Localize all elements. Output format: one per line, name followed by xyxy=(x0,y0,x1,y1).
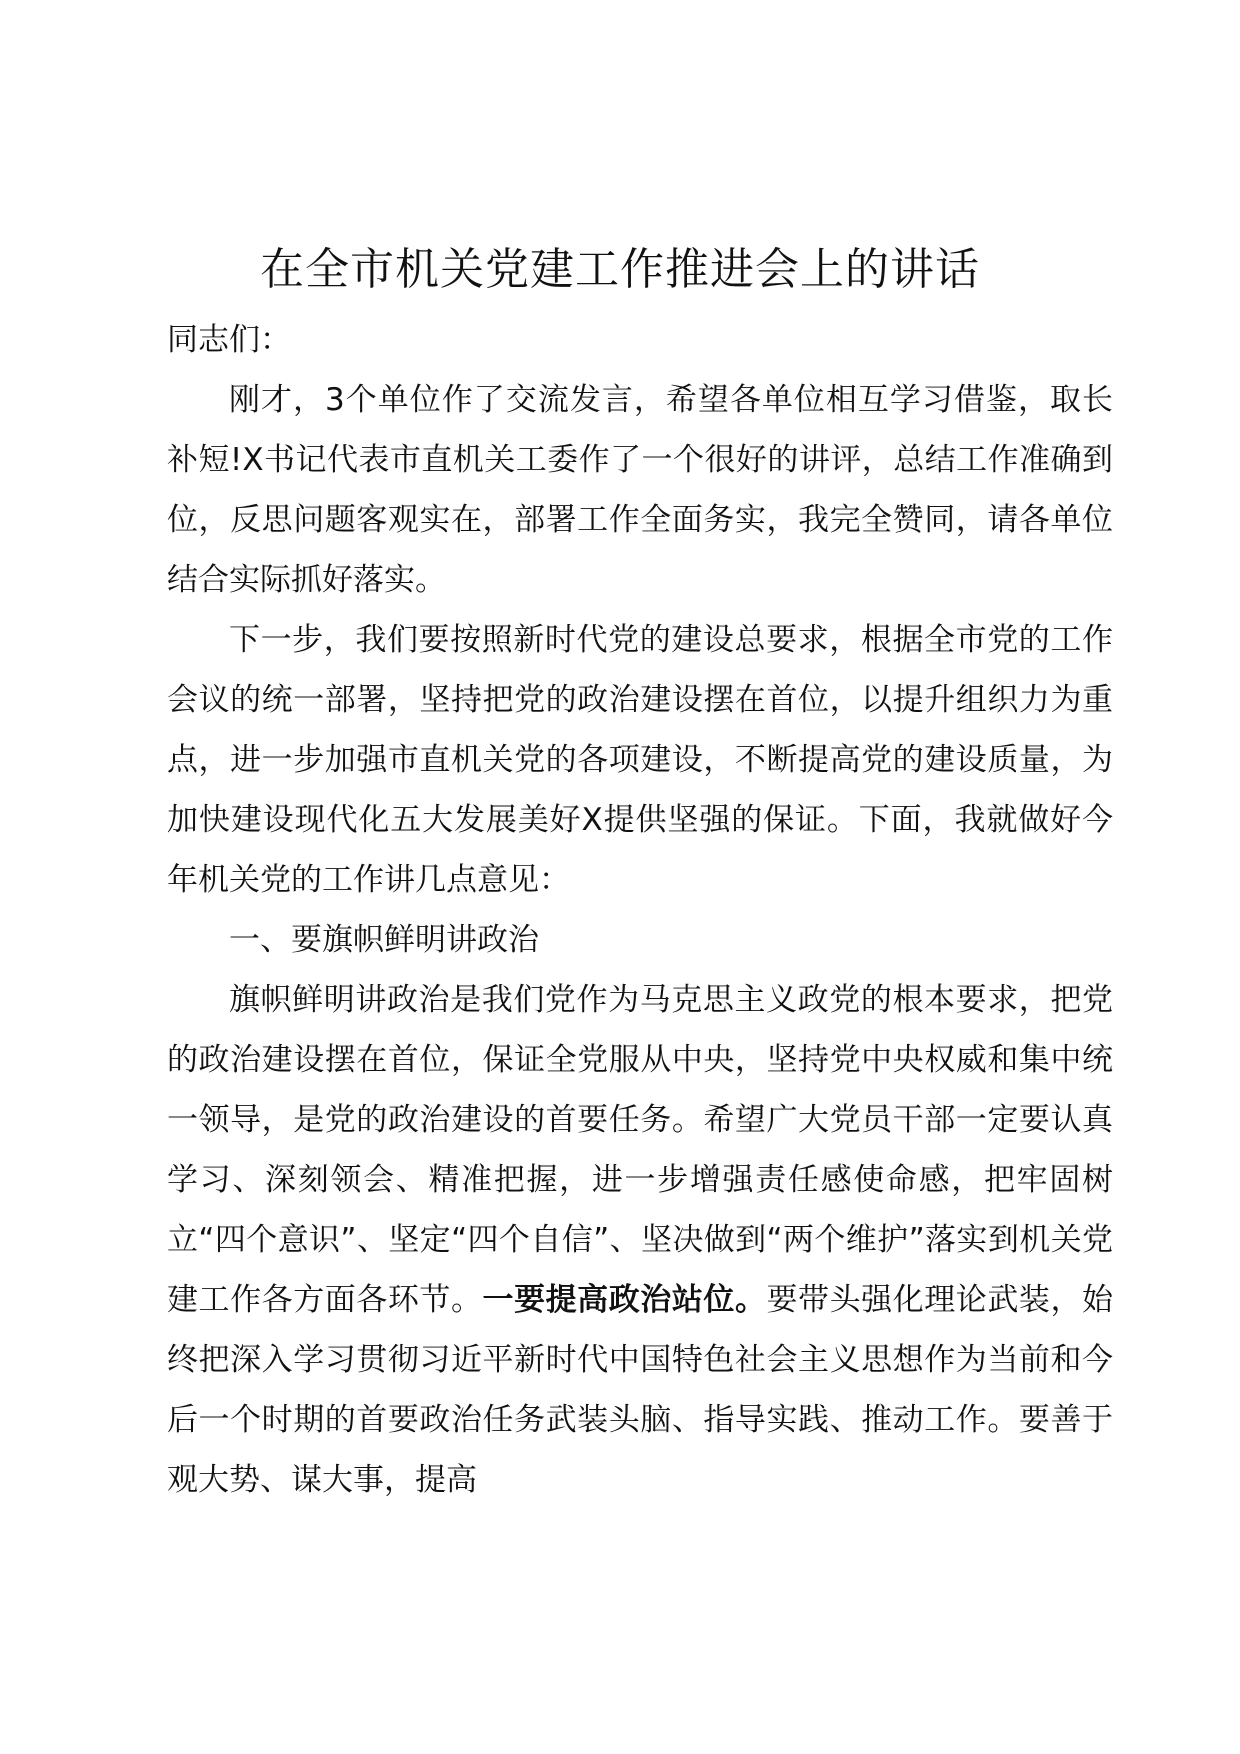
paragraph-3 xyxy=(167,970,1113,1510)
document-title: 在全市机关党建工作推进会上的讲话 xyxy=(260,244,980,295)
paragraph-3-bold-point: 一要提高政治站位。 xyxy=(482,1282,767,1318)
paragraph-2: 下一步，我们要按照新时代党的建设总要求，根据全市党的工作会议的统一部署，坚持把党的政治建设摆在首位，以提升组织力为重点，进一步加强市直机关党的各项建设，不断提高党的建设质量，为加快建设现代化五大发展美好X提供坚强的保证。下面，我就做好今年机关党的工作讲几点意见： xyxy=(167,622,1113,898)
paragraph-3-text-b: 要带头强化理论武装，始终把深入学习贯彻习近平新时代中国特色社会主义思想作为当前和今后一个时期的首要政治任务武装头脑、指导实践、推动工作。要善于观大势、谋大事，提高 xyxy=(167,1282,1114,1498)
salutation: 同志们： xyxy=(167,322,291,358)
document-body xyxy=(167,310,1113,1510)
section-heading-1: 一、要旗帜鲜明讲政治 xyxy=(229,922,539,958)
paragraph-3-text-a: 旗帜鲜明讲政治是我们党作为马克思主义政党的根本要求，把党的政治建设摆在首位，保证全党服从中央，坚持党中央权威和集中统一领导，是党的政治建设的首要任务。希望广大党员干部一定要认真学习、深刻领会、精准把握，进一步增强责任感使命感，把牢固树立“四个意识”、坚定“四个自信”、坚决做到“两个维护”落实到机关党建工作各方面各环节。 xyxy=(167,982,1113,1318)
paragraph-1: 刚才，3个单位作了交流发言，希望各单位相互学习借鉴，取长补短!X书记代表市直机关工委作了一个很好的讲评，总结工作准确到位，反思问题客观实在，部署工作全面务实，我完全赞同，请各单位结合实际抓好落实。 xyxy=(167,382,1113,598)
